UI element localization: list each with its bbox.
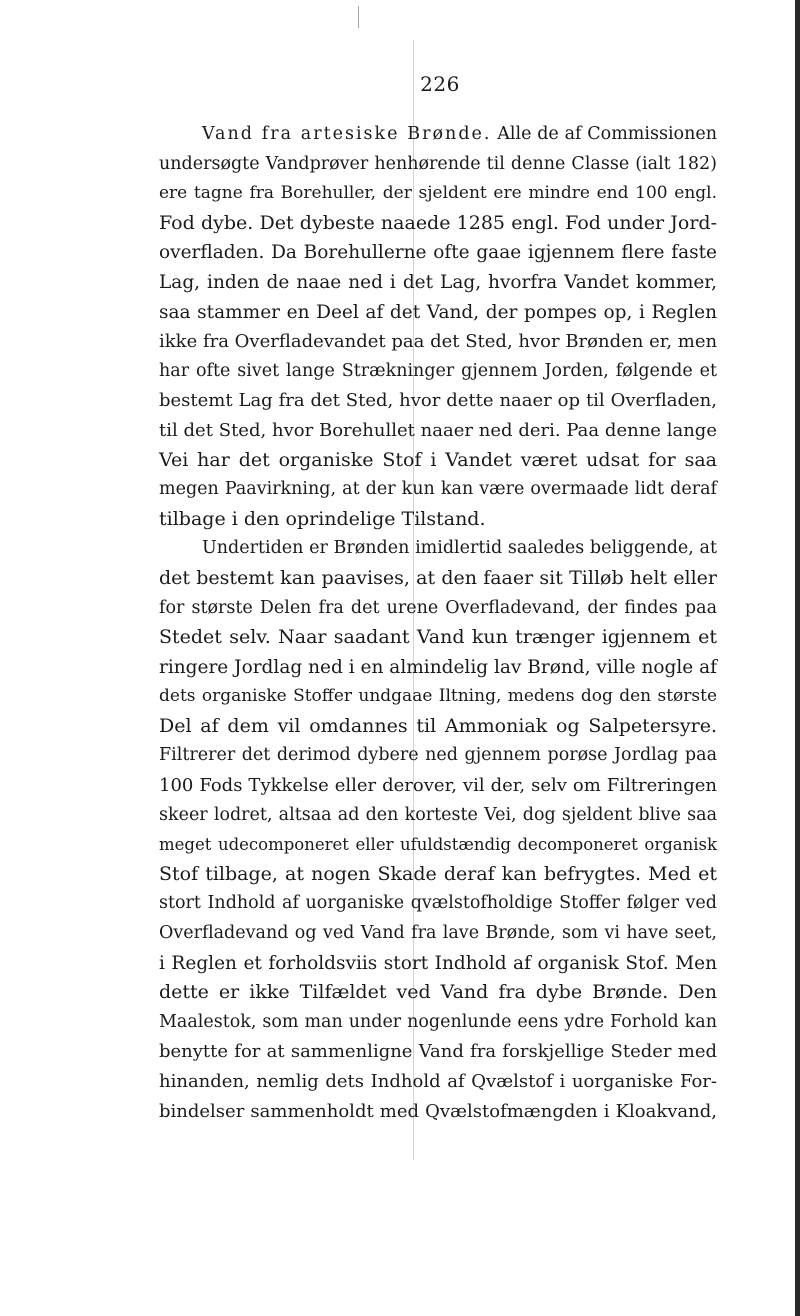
text-line: dets organiske Stoffer undgaae Iltning, medens dog den største	[159, 686, 717, 707]
text-line	[159, 120, 717, 150]
text-line: Filtrerer det derimod dybere ned gjennem porøse Jordlag paa	[159, 745, 717, 766]
text-line: Stedet selv. Naar saadant Vand kun trænger igjennem et	[159, 626, 717, 649]
text-line: Del af dem vil omdannes til Ammoniak og Salpetersyre.	[159, 714, 717, 737]
text-line: bindelser sammenholdt med Qvælstofmængden i Kloakvand,	[159, 1100, 717, 1122]
text-line: dette er ikke Tilfældet ved Vand fra dybe Brønde. Den	[159, 981, 717, 1004]
text-line: bestemt Lag fra det Sted, hvor dette naaer op til Overfladen,	[159, 390, 717, 412]
text-line: ringere Jordlag ned i en almindelig lav Brønd, ville nogle af	[159, 656, 717, 678]
text-line: Lag, inden de naae ned i det Lag, hvorfra Vandet kommer,	[159, 271, 717, 293]
text-line: Overfladevand og ved Vand fra lave Brønde, som vi have seet,	[159, 923, 717, 944]
scan-border	[795, 0, 800, 1316]
text-line: har ofte sivet lange Strækninger gjennem Jorden, følgende et	[159, 360, 717, 381]
text-line: ere tagne fra Borehuller, der sjeldent ere mindre end 100 engl.	[159, 183, 717, 204]
page-text	[159, 120, 717, 1126]
text-line: meget udecomponeret eller ufuldstændig decomponeret organisk	[159, 835, 717, 855]
text-line: Maalestok, som man under nogenlunde eens ydre Forhold kan	[159, 1011, 717, 1032]
text-line: stort Indhold af uorganiske qvælstofholdige Stoffer følger ved	[159, 893, 717, 914]
text-span: Alle de af Commissionen	[497, 124, 717, 144]
text-line: benytte for at sammenligne Vand fra forskjellige Steder med	[159, 1041, 717, 1063]
text-line: Stof tilbage, at nogen Skade deraf kan befrygtes. Med et	[159, 862, 717, 885]
text-line: Undertiden er Brønden imidlertid saaledes beliggende, at	[202, 538, 717, 559]
text-line: saa stammer en Deel af det Vand, der pompes op, i Reglen	[159, 301, 717, 323]
text-line: til det Sted, hvor Borehullet naaer ned deri. Paa denne lange	[159, 419, 717, 441]
page-number: 226	[420, 72, 460, 96]
text-line: megen Paavirkning, at der kun kan være overmaade lidt deraf	[159, 479, 717, 500]
text-line: i Reglen et forholdsviis stort Indhold af organisk Stof. Men	[159, 952, 717, 974]
text-line: undersøgte Vandprøver henhørende til denne Classe (ialt 182)	[159, 153, 717, 174]
text-line: tilbage i den oprindelige Tilstand.	[159, 507, 486, 530]
text-line: for største Delen fra det urene Overfladevand, der findes paa	[159, 597, 717, 618]
text-line: ikke fra Overfladevandet paa det Sted, hvor Brønden er, men	[159, 331, 718, 353]
text-line: hinanden, nemlig dets Indhold af Qvælstof i uorganiske For-	[159, 1071, 717, 1092]
text-line: 100 Fods Tykkelse eller derover, vil der, selv om Filtreringen	[159, 775, 717, 797]
text-line: skeer lodret, altsaa ad den korteste Vei, dog sjeldent blive saa	[159, 804, 717, 825]
scan-mark	[358, 6, 359, 28]
text-line: overfladen. Da Borehullerne ofte gaae igjennem flere faste	[159, 242, 717, 264]
text-line: det bestemt kan paavises, at den faaer sit Tilløb helt eller	[159, 566, 717, 589]
section-heading: Vand fra artesiske Brønde.	[202, 124, 492, 144]
text-line: Fod dybe. Det dybeste naaede 1285 engl. Fod under Jord-	[159, 211, 717, 234]
text-line: Vei har det organiske Stof i Vandet været udsat for saa	[159, 448, 717, 471]
